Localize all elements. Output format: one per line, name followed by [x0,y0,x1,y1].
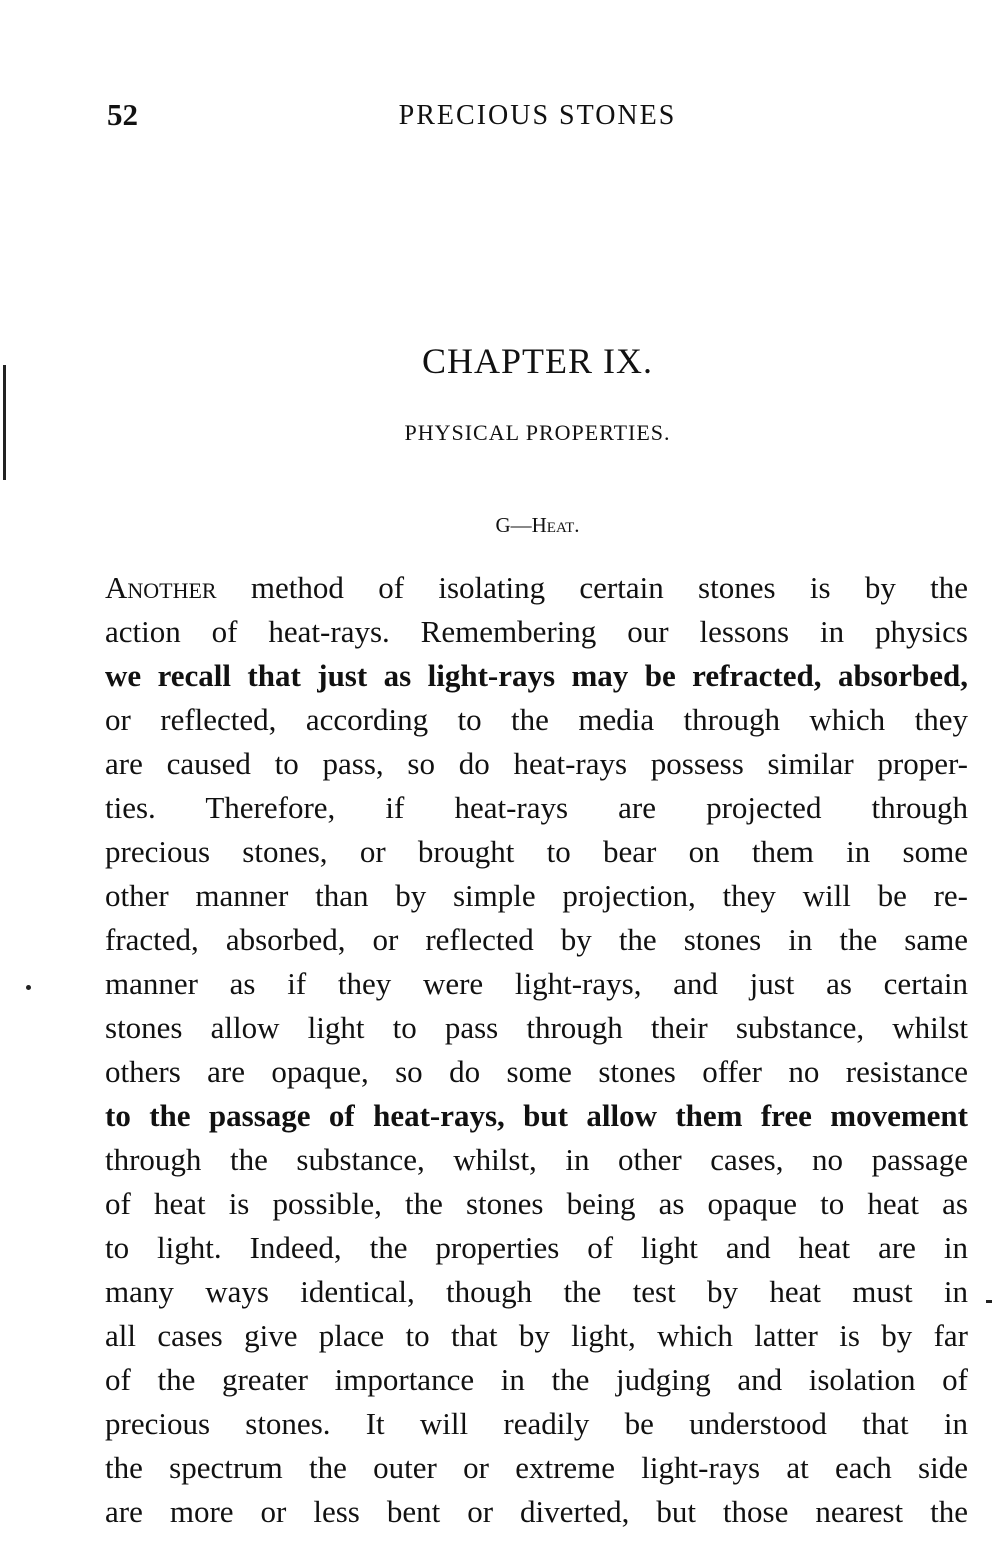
text-line: ties. Therefore, if heat-rays are projected through [105,790,968,825]
text-line: others are opaque, so do some stones offer no resistance [105,1054,968,1089]
text-line: of heat is possible, the stones being as opaque to heat as [105,1186,968,1221]
text-line: to light. Indeed, the properties of light and heat are in [105,1230,968,1265]
running-head: PRECIOUS STONES [398,100,677,131]
text-line: we recall that just as light-rays may be refracted, absorbed, [105,658,968,693]
text-line [105,566,968,610]
scan-speck [986,1300,992,1303]
text-line: precious stones. It will readily be understood that in [105,1406,968,1441]
text-line: many ways identical, though the test by heat must in [105,1274,968,1309]
text-line: to the passage of heat-rays, but allow them free movement [105,1098,968,1133]
text-line: are more or less bent or diverted, but those nearest the [105,1494,968,1529]
text-line-content: method of isolating certain stones is by the [216,570,968,605]
page-number: 52 [107,97,138,132]
text-line: manner as if they were light-rays, and just as certain [105,966,968,1001]
text-line: fracted, absorbed, or reflected by the stones in the same [105,922,968,957]
text-line: stones allow light to pass through their substance, whilst [105,1010,968,1045]
text-line: are caused to pass, so do heat-rays possess similar proper- [105,746,968,781]
text-line: of the greater importance in the judging and isolation of [105,1362,968,1397]
text-line: precious stones, or brought to bear on them in some [105,834,968,869]
text-line: action of heat-rays. Remembering our lessons in physics [105,614,968,649]
scan-speck [26,985,31,990]
text-line: the spectrum the outer or extreme light-rays at each side [105,1450,968,1485]
chapter-subtitle: PHYSICAL PROPERTIES. [404,420,671,445]
body-text [105,566,968,1534]
text-line: other manner than by simple projection, they will be re- [105,878,968,913]
scan-edge-mark [3,365,6,480]
text-line: or reflected, according to the media through which they [105,702,968,737]
text-line: through the substance, whilst, in other cases, no passage [105,1142,968,1177]
lead-word: Another [105,570,217,605]
section-title: G—Heat. [495,513,580,537]
chapter-title: CHAPTER IX. [421,341,653,381]
text-line: all cases give place to that by light, which latter is by far [105,1318,968,1353]
